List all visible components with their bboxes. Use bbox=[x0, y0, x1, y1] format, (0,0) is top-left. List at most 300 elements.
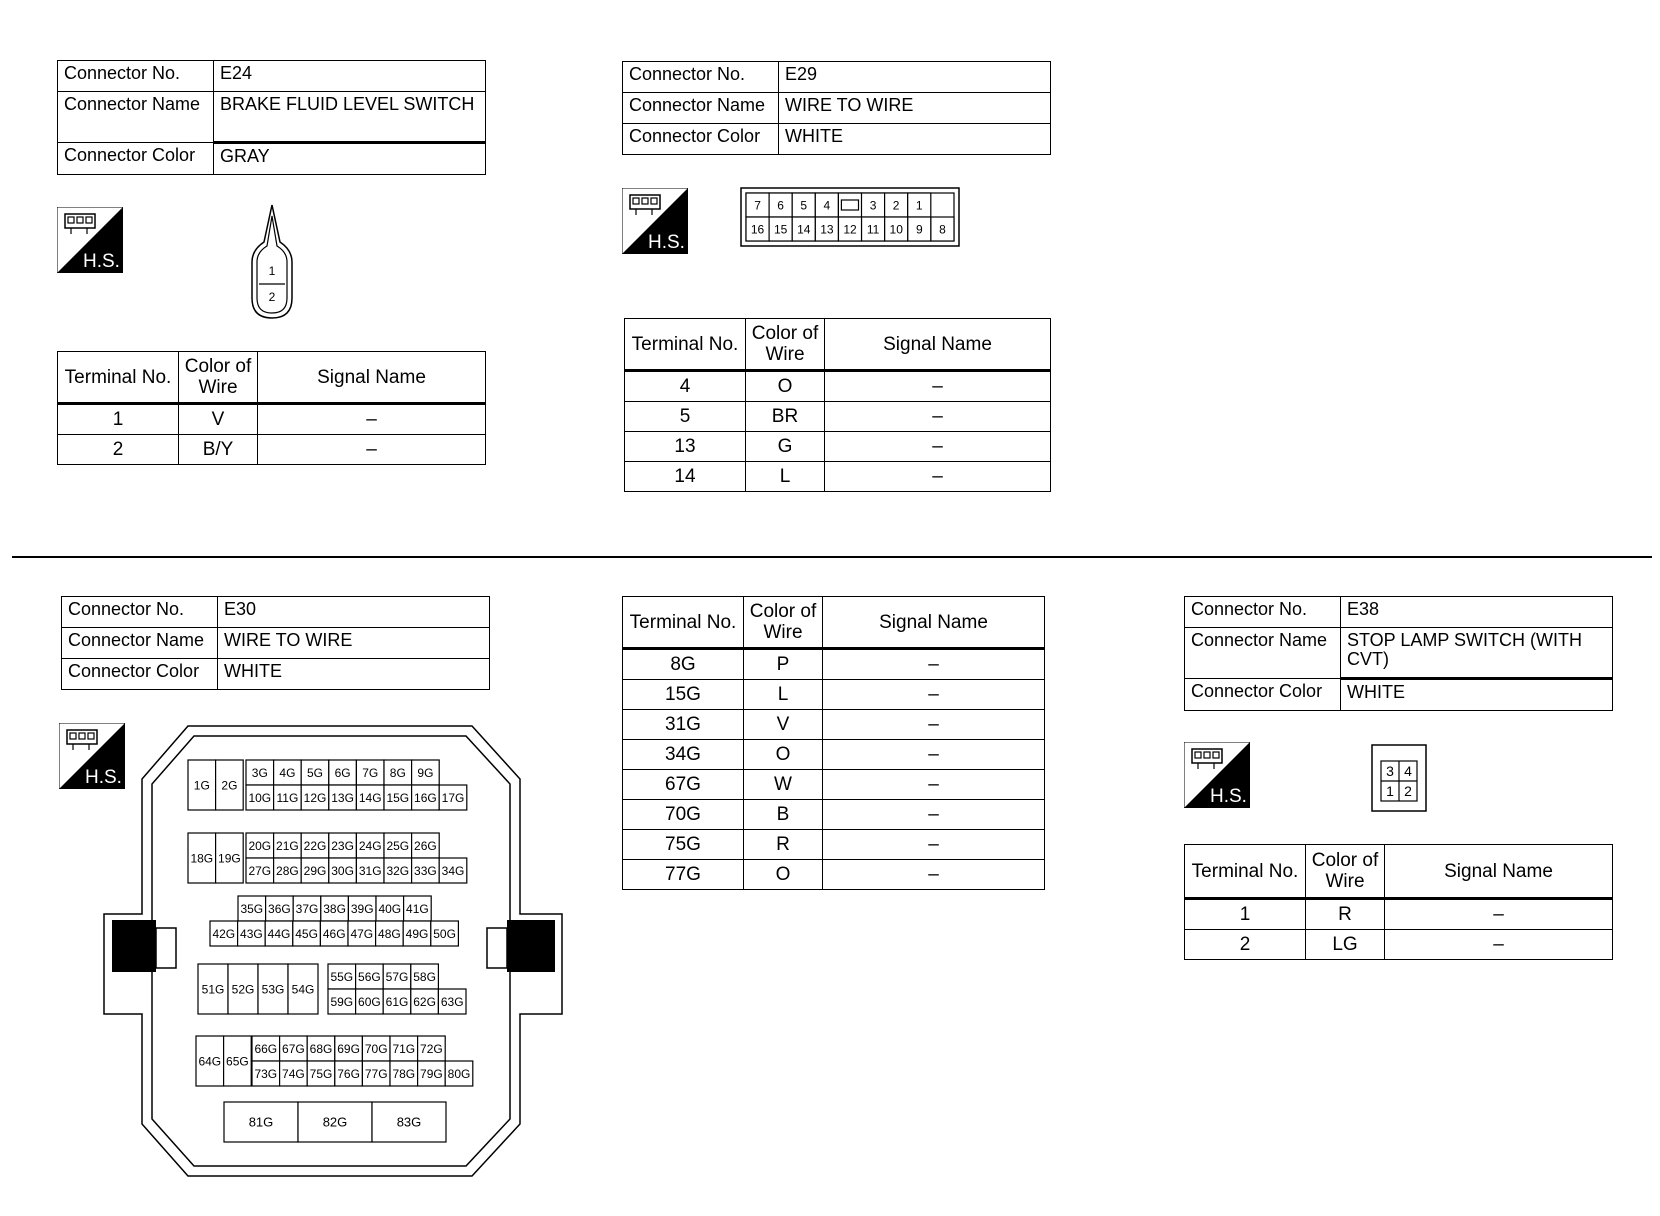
pin-label: 26G bbox=[414, 838, 437, 853]
pin-label: 10 bbox=[889, 222, 903, 237]
pin-cell bbox=[815, 193, 838, 217]
terminal-cell: 75G bbox=[623, 830, 744, 860]
pin-label: 39G bbox=[350, 901, 374, 916]
table-row bbox=[623, 649, 1045, 680]
pin-label: 3 bbox=[869, 198, 877, 213]
pin-cell bbox=[356, 833, 384, 858]
pin-label: 83G bbox=[396, 1114, 422, 1130]
pin-cell bbox=[329, 760, 357, 785]
e38-header-color: Color of Wire bbox=[1306, 845, 1385, 899]
e38-connector-name-label: Connector Name bbox=[1185, 628, 1341, 679]
pin-label: 43G bbox=[240, 926, 263, 941]
pin-cell bbox=[390, 1061, 418, 1086]
pin-cell bbox=[348, 921, 376, 946]
pin-label: 57G bbox=[385, 969, 409, 984]
pin-cell bbox=[769, 217, 792, 241]
pin-cell bbox=[431, 921, 459, 946]
signal-cell: – bbox=[823, 740, 1045, 770]
pin-label: 78G bbox=[392, 1066, 416, 1081]
pin-cell bbox=[298, 1102, 372, 1142]
pin-label: 46G bbox=[322, 926, 346, 941]
pin-label: 35G bbox=[240, 901, 264, 916]
pin-cell bbox=[362, 1061, 390, 1086]
e24-connector-color-value: GRAY bbox=[214, 143, 486, 175]
pin-cell bbox=[335, 1036, 363, 1061]
pin-cell bbox=[246, 785, 274, 810]
pin-cell bbox=[411, 989, 439, 1014]
terminal-cell: 5 bbox=[625, 402, 746, 432]
pin-cell bbox=[908, 193, 931, 217]
e38-header-signal: Signal Name bbox=[1385, 845, 1613, 899]
terminal-cell: 67G bbox=[623, 770, 744, 800]
pin-label: 30G bbox=[331, 863, 354, 878]
pin-cell bbox=[412, 858, 440, 883]
pin-cell bbox=[301, 785, 329, 810]
color-cell: V bbox=[179, 404, 258, 435]
e30-terminal-table bbox=[622, 596, 1045, 890]
pin-cell bbox=[404, 896, 432, 921]
color-cell: B bbox=[744, 800, 823, 830]
pin-cell bbox=[383, 964, 411, 989]
pin-label: 59G bbox=[330, 994, 354, 1009]
e38-connector-color-label: Connector Color bbox=[1185, 679, 1341, 711]
pin-cell bbox=[265, 921, 293, 946]
pin-cell bbox=[376, 921, 404, 946]
pin-cell bbox=[246, 760, 274, 785]
pin-label: 25G bbox=[386, 838, 410, 853]
pin-label: 66G bbox=[254, 1041, 278, 1056]
pin-cell bbox=[383, 989, 411, 1014]
pin-label: 7G bbox=[362, 765, 379, 780]
pin-label: 37G bbox=[295, 901, 319, 916]
table-row bbox=[1185, 899, 1613, 930]
e38-connector-no-value: E38 bbox=[1341, 597, 1613, 628]
pin-label: 21G bbox=[276, 838, 299, 853]
pin-cell bbox=[412, 785, 440, 810]
pin-label: 6G bbox=[334, 765, 351, 780]
e24-terminal-table bbox=[57, 351, 486, 465]
pin-cell bbox=[372, 1102, 446, 1142]
color-cell: B/Y bbox=[179, 435, 258, 465]
e29-connector-name-label: Connector Name bbox=[623, 93, 779, 124]
e29-info-table bbox=[622, 61, 1051, 155]
pin-cell bbox=[224, 1102, 298, 1142]
e29-connector-name-value: WIRE TO WIRE bbox=[779, 93, 1051, 124]
pin-label: 14G bbox=[358, 790, 382, 805]
signal-cell: – bbox=[258, 404, 486, 435]
pin-cell bbox=[274, 760, 302, 785]
e30-header-terminal: Terminal No. bbox=[623, 597, 744, 649]
terminal-cell: 31G bbox=[623, 710, 744, 740]
e38-terminal-table bbox=[1184, 844, 1613, 960]
pin-cell bbox=[329, 858, 357, 883]
e24-connector-color-label: Connector Color bbox=[58, 143, 214, 175]
pin-label: 56G bbox=[358, 969, 381, 984]
pin-cell bbox=[288, 964, 318, 1014]
key-slot bbox=[841, 200, 858, 210]
table-row bbox=[623, 770, 1045, 800]
e29-header-terminal: Terminal No. bbox=[625, 319, 746, 371]
hs-label: H.S. bbox=[648, 232, 685, 253]
pin-cell bbox=[321, 896, 349, 921]
pin-cell bbox=[307, 1036, 335, 1061]
pin-cell bbox=[411, 964, 439, 989]
terminal-cell: 8G bbox=[623, 649, 744, 680]
pin-label: 16 bbox=[750, 222, 765, 237]
color-cell: LG bbox=[1306, 930, 1385, 960]
pin-label: 15 bbox=[773, 222, 788, 237]
pin-cell bbox=[246, 858, 274, 883]
pin-cell bbox=[931, 217, 954, 241]
e29-connector-color-value: WHITE bbox=[779, 124, 1051, 155]
e30-connector-color-value: WHITE bbox=[218, 659, 490, 690]
pin-label: 11G bbox=[276, 790, 299, 805]
terminal-cell: 2 bbox=[1185, 930, 1306, 960]
e38-pin-1: 1 bbox=[1386, 783, 1394, 799]
e30-connector-color-label: Connector Color bbox=[62, 659, 218, 690]
e38-pin-3: 3 bbox=[1386, 763, 1394, 779]
pin-cell bbox=[862, 217, 885, 241]
pin-label: 72G bbox=[420, 1041, 443, 1056]
color-cell: V bbox=[744, 710, 823, 740]
e30-header-color: Color of Wire bbox=[744, 597, 823, 649]
e24-header-terminal: Terminal No. bbox=[58, 352, 179, 404]
pin-cell bbox=[301, 858, 329, 883]
e24-header-color: Color of Wire bbox=[179, 352, 258, 404]
e24-connector-name-value: BRAKE FLUID LEVEL SWITCH bbox=[214, 92, 486, 143]
pin-cell bbox=[445, 1061, 473, 1086]
pin-label: 9 bbox=[915, 222, 923, 237]
pin-label: 41G bbox=[406, 901, 429, 916]
pin-cell bbox=[356, 785, 384, 810]
pin-cell bbox=[418, 1036, 446, 1061]
pin-cell bbox=[196, 1036, 224, 1086]
pin-label: 67G bbox=[282, 1041, 305, 1056]
pin-label: 18G bbox=[190, 851, 214, 866]
color-cell: R bbox=[1306, 899, 1385, 930]
e30-connector-face bbox=[100, 724, 565, 1180]
pin-label: 75G bbox=[309, 1066, 333, 1081]
pin-cell bbox=[258, 964, 288, 1014]
pin-cell bbox=[224, 1036, 252, 1086]
pin-label: 74G bbox=[282, 1066, 305, 1081]
pin-label: 54G bbox=[291, 982, 315, 997]
table-row bbox=[623, 680, 1045, 710]
pin-label: 79G bbox=[420, 1066, 443, 1081]
pin-cell bbox=[293, 921, 321, 946]
pin-cell bbox=[307, 1061, 335, 1086]
pin-cell bbox=[335, 1061, 363, 1086]
e30-connector-no-label: Connector No. bbox=[62, 597, 218, 628]
e24-connector-name-label: Connector Name bbox=[58, 92, 214, 143]
pin-label: 1 bbox=[915, 198, 923, 213]
pin-cell bbox=[746, 217, 769, 241]
pin-label: 8G bbox=[389, 765, 406, 780]
pin-label: 77G bbox=[364, 1066, 388, 1081]
pin-label: 42G bbox=[212, 926, 236, 941]
pin-cell bbox=[384, 785, 412, 810]
pin-label: 32G bbox=[386, 863, 410, 878]
pin-label: 44G bbox=[267, 926, 291, 941]
pin-cell bbox=[266, 896, 294, 921]
pin-cell bbox=[274, 858, 302, 883]
color-cell: O bbox=[746, 371, 825, 402]
pin-label: 69G bbox=[337, 1041, 360, 1056]
pin-label: 38G bbox=[323, 901, 346, 916]
table-row bbox=[1185, 930, 1613, 960]
e38-header-terminal: Terminal No. bbox=[1185, 845, 1306, 899]
pin-cell bbox=[384, 858, 412, 883]
pin-cell bbox=[320, 921, 348, 946]
hs-icon bbox=[1184, 742, 1250, 808]
signal-cell: – bbox=[823, 649, 1045, 680]
pin-label: 19G bbox=[218, 851, 241, 866]
color-cell: L bbox=[744, 680, 823, 710]
pin-label: 15G bbox=[386, 790, 410, 805]
pin-label: 34G bbox=[441, 863, 465, 878]
pin-label: 49G bbox=[405, 926, 429, 941]
signal-cell: – bbox=[825, 432, 1051, 462]
pin-cell bbox=[356, 760, 384, 785]
pin-label: 10G bbox=[248, 790, 272, 805]
e29-terminal-table bbox=[624, 318, 1051, 492]
signal-cell: – bbox=[825, 371, 1051, 402]
table-row bbox=[625, 402, 1051, 432]
color-cell: P bbox=[744, 649, 823, 680]
e38-connector-name-value: STOP LAMP SWITCH (WITH CVT) bbox=[1341, 628, 1613, 679]
pin-label: 14 bbox=[797, 222, 811, 237]
pin-label: 70G bbox=[364, 1041, 388, 1056]
pin-label: 63G bbox=[440, 994, 464, 1009]
pin-cell bbox=[384, 760, 412, 785]
pin-cell bbox=[356, 858, 384, 883]
pin-label: 1G bbox=[193, 778, 210, 793]
pin-label: 22G bbox=[303, 838, 327, 853]
signal-cell: – bbox=[825, 462, 1051, 492]
e38-pin-4: 4 bbox=[1404, 763, 1412, 779]
pin-cell bbox=[252, 1036, 280, 1061]
pin-label: 7 bbox=[754, 198, 761, 213]
signal-cell: – bbox=[823, 860, 1045, 890]
e29-connector-color-label: Connector Color bbox=[623, 124, 779, 155]
e24-pin-1: 1 bbox=[268, 264, 276, 278]
hs-label: H.S. bbox=[85, 767, 122, 788]
pin-cell bbox=[439, 858, 467, 883]
pin-cell bbox=[216, 760, 244, 810]
table-row bbox=[623, 710, 1045, 740]
e24-pin-2: 2 bbox=[268, 290, 276, 304]
signal-cell: – bbox=[823, 680, 1045, 710]
hs-label: H.S. bbox=[83, 251, 120, 272]
pin-label: 58G bbox=[413, 969, 436, 984]
pin-label: 48G bbox=[378, 926, 401, 941]
table-row bbox=[58, 435, 486, 465]
pin-label: 17G bbox=[441, 790, 465, 805]
e38-connector-no-label: Connector No. bbox=[1185, 597, 1341, 628]
e38-info-table bbox=[1184, 596, 1613, 711]
pin-cell bbox=[362, 1036, 390, 1061]
pin-label: 76G bbox=[337, 1066, 360, 1081]
pin-cell bbox=[246, 833, 274, 858]
pin-cell bbox=[862, 193, 885, 217]
e29-connector-no-label: Connector No. bbox=[623, 62, 779, 93]
signal-cell: – bbox=[823, 770, 1045, 800]
e29-header-color: Color of Wire bbox=[746, 319, 825, 371]
terminal-cell: 1 bbox=[58, 404, 179, 435]
pin-cell bbox=[908, 217, 931, 241]
pin-label: 40G bbox=[378, 901, 402, 916]
pin-label: 9G bbox=[417, 765, 434, 780]
e38-pin-2: 2 bbox=[1404, 783, 1412, 799]
pin-cell bbox=[280, 1036, 308, 1061]
pin-cell bbox=[769, 193, 792, 217]
pin-cell bbox=[228, 964, 258, 1014]
pin-cell bbox=[412, 833, 440, 858]
pin-label: 24G bbox=[358, 838, 382, 853]
pin-cell bbox=[390, 1036, 418, 1061]
pin-cell bbox=[885, 193, 908, 217]
pin-cell bbox=[280, 1061, 308, 1086]
pin-label: 31G bbox=[358, 863, 382, 878]
pin-label: 71G bbox=[392, 1041, 416, 1056]
hs-icon bbox=[57, 207, 123, 273]
pin-cell bbox=[293, 896, 321, 921]
signal-cell: – bbox=[823, 830, 1045, 860]
table-row bbox=[623, 740, 1045, 770]
terminal-cell: 1 bbox=[1185, 899, 1306, 930]
pin-label: 82G bbox=[322, 1114, 348, 1130]
pin-label: 2G bbox=[221, 778, 238, 793]
e24-connector-face bbox=[247, 202, 297, 322]
pin-label: 27G bbox=[248, 863, 272, 878]
signal-cell: – bbox=[823, 800, 1045, 830]
pin-label: 55G bbox=[330, 969, 354, 984]
pin-label: 5 bbox=[800, 198, 808, 213]
pin-cell bbox=[328, 964, 356, 989]
pin-label: 73G bbox=[254, 1066, 278, 1081]
table-row bbox=[625, 462, 1051, 492]
pin-cell bbox=[885, 217, 908, 241]
pin-cell bbox=[188, 760, 216, 810]
pin-label: 52G bbox=[231, 982, 255, 997]
pin-label: 80G bbox=[447, 1066, 471, 1081]
table-row bbox=[623, 800, 1045, 830]
color-cell: R bbox=[744, 830, 823, 860]
pin-cell bbox=[792, 217, 815, 241]
pin-label: 11 bbox=[866, 222, 880, 237]
pin-label: 13G bbox=[331, 790, 354, 805]
hs-icon bbox=[622, 188, 688, 254]
pin-label: 5G bbox=[306, 765, 324, 780]
pin-label: 60G bbox=[358, 994, 381, 1009]
pin-cell bbox=[403, 921, 431, 946]
color-cell: L bbox=[746, 462, 825, 492]
pin-cell bbox=[418, 1061, 446, 1086]
table-row bbox=[623, 860, 1045, 890]
e24-info-table bbox=[57, 60, 486, 175]
terminal-cell: 2 bbox=[58, 435, 179, 465]
e38-connector-color-value: WHITE bbox=[1341, 679, 1613, 711]
e24-connector-no-label: Connector No. bbox=[58, 61, 214, 92]
pin-label: 64G bbox=[198, 1054, 222, 1069]
pin-cell bbox=[412, 760, 440, 785]
pin-label: 16G bbox=[414, 790, 437, 805]
pin-cell bbox=[439, 785, 467, 810]
pin-label: 4 bbox=[823, 198, 831, 213]
terminal-cell: 70G bbox=[623, 800, 744, 830]
pin-cell bbox=[329, 833, 357, 858]
e30-header-signal: Signal Name bbox=[823, 597, 1045, 649]
e30-connector-no-value: E30 bbox=[218, 597, 490, 628]
pin-cell bbox=[356, 989, 384, 1014]
table-row bbox=[625, 432, 1051, 462]
pin-cell bbox=[838, 217, 861, 241]
e30-connector-name-value: WIRE TO WIRE bbox=[218, 628, 490, 659]
pin-label: 13 bbox=[820, 222, 834, 237]
terminal-cell: 13 bbox=[625, 432, 746, 462]
pin-label: 65G bbox=[226, 1054, 249, 1069]
pin-cell bbox=[301, 760, 329, 785]
pin-label: 45G bbox=[295, 926, 318, 941]
color-cell: O bbox=[744, 740, 823, 770]
e24-connector-no-value: E24 bbox=[214, 61, 486, 92]
pin-label: 50G bbox=[433, 926, 456, 941]
table-row bbox=[58, 404, 486, 435]
pin-label: 8 bbox=[939, 222, 946, 237]
terminal-cell: 77G bbox=[623, 860, 744, 890]
terminal-cell: 34G bbox=[623, 740, 744, 770]
pin-cell bbox=[198, 964, 228, 1014]
pin-cell bbox=[252, 1061, 280, 1086]
pin-label: 81G bbox=[248, 1114, 274, 1130]
pin-label: 53G bbox=[261, 982, 285, 997]
table-row bbox=[623, 830, 1045, 860]
color-cell: BR bbox=[746, 402, 825, 432]
e29-connector-no-value: E29 bbox=[779, 62, 1051, 93]
terminal-cell: 15G bbox=[623, 680, 744, 710]
e29-header-signal: Signal Name bbox=[825, 319, 1051, 371]
pin-cell bbox=[274, 785, 302, 810]
signal-cell: – bbox=[258, 435, 486, 465]
hs-label: H.S. bbox=[1210, 786, 1247, 807]
pin-cell bbox=[815, 217, 838, 241]
pin-cell bbox=[376, 896, 404, 921]
pin-cell bbox=[274, 833, 302, 858]
e29-connector-face bbox=[740, 187, 960, 247]
pin-cell bbox=[384, 833, 412, 858]
e38-connector-face bbox=[1371, 744, 1427, 812]
pin-label: 2 bbox=[892, 198, 900, 213]
pin-cell bbox=[238, 896, 266, 921]
pin-label: 12G bbox=[303, 790, 327, 805]
pin-cell bbox=[216, 833, 244, 883]
terminal-cell: 14 bbox=[625, 462, 746, 492]
e30-connector-name-label: Connector Name bbox=[62, 628, 218, 659]
pin-cell bbox=[188, 833, 216, 883]
pin-label: 6 bbox=[777, 198, 784, 213]
pin-cell bbox=[746, 193, 769, 217]
pin-cell bbox=[210, 921, 238, 946]
color-cell: W bbox=[744, 770, 823, 800]
pin-label: 68G bbox=[309, 1041, 333, 1056]
pin-label: 62G bbox=[413, 994, 436, 1009]
pin-label: 61G bbox=[385, 994, 409, 1009]
pin-label: 20G bbox=[248, 838, 272, 853]
section-divider bbox=[12, 556, 1652, 558]
pin-label: 36G bbox=[268, 901, 291, 916]
pin-cell bbox=[328, 989, 356, 1014]
e24-header-signal: Signal Name bbox=[258, 352, 486, 404]
